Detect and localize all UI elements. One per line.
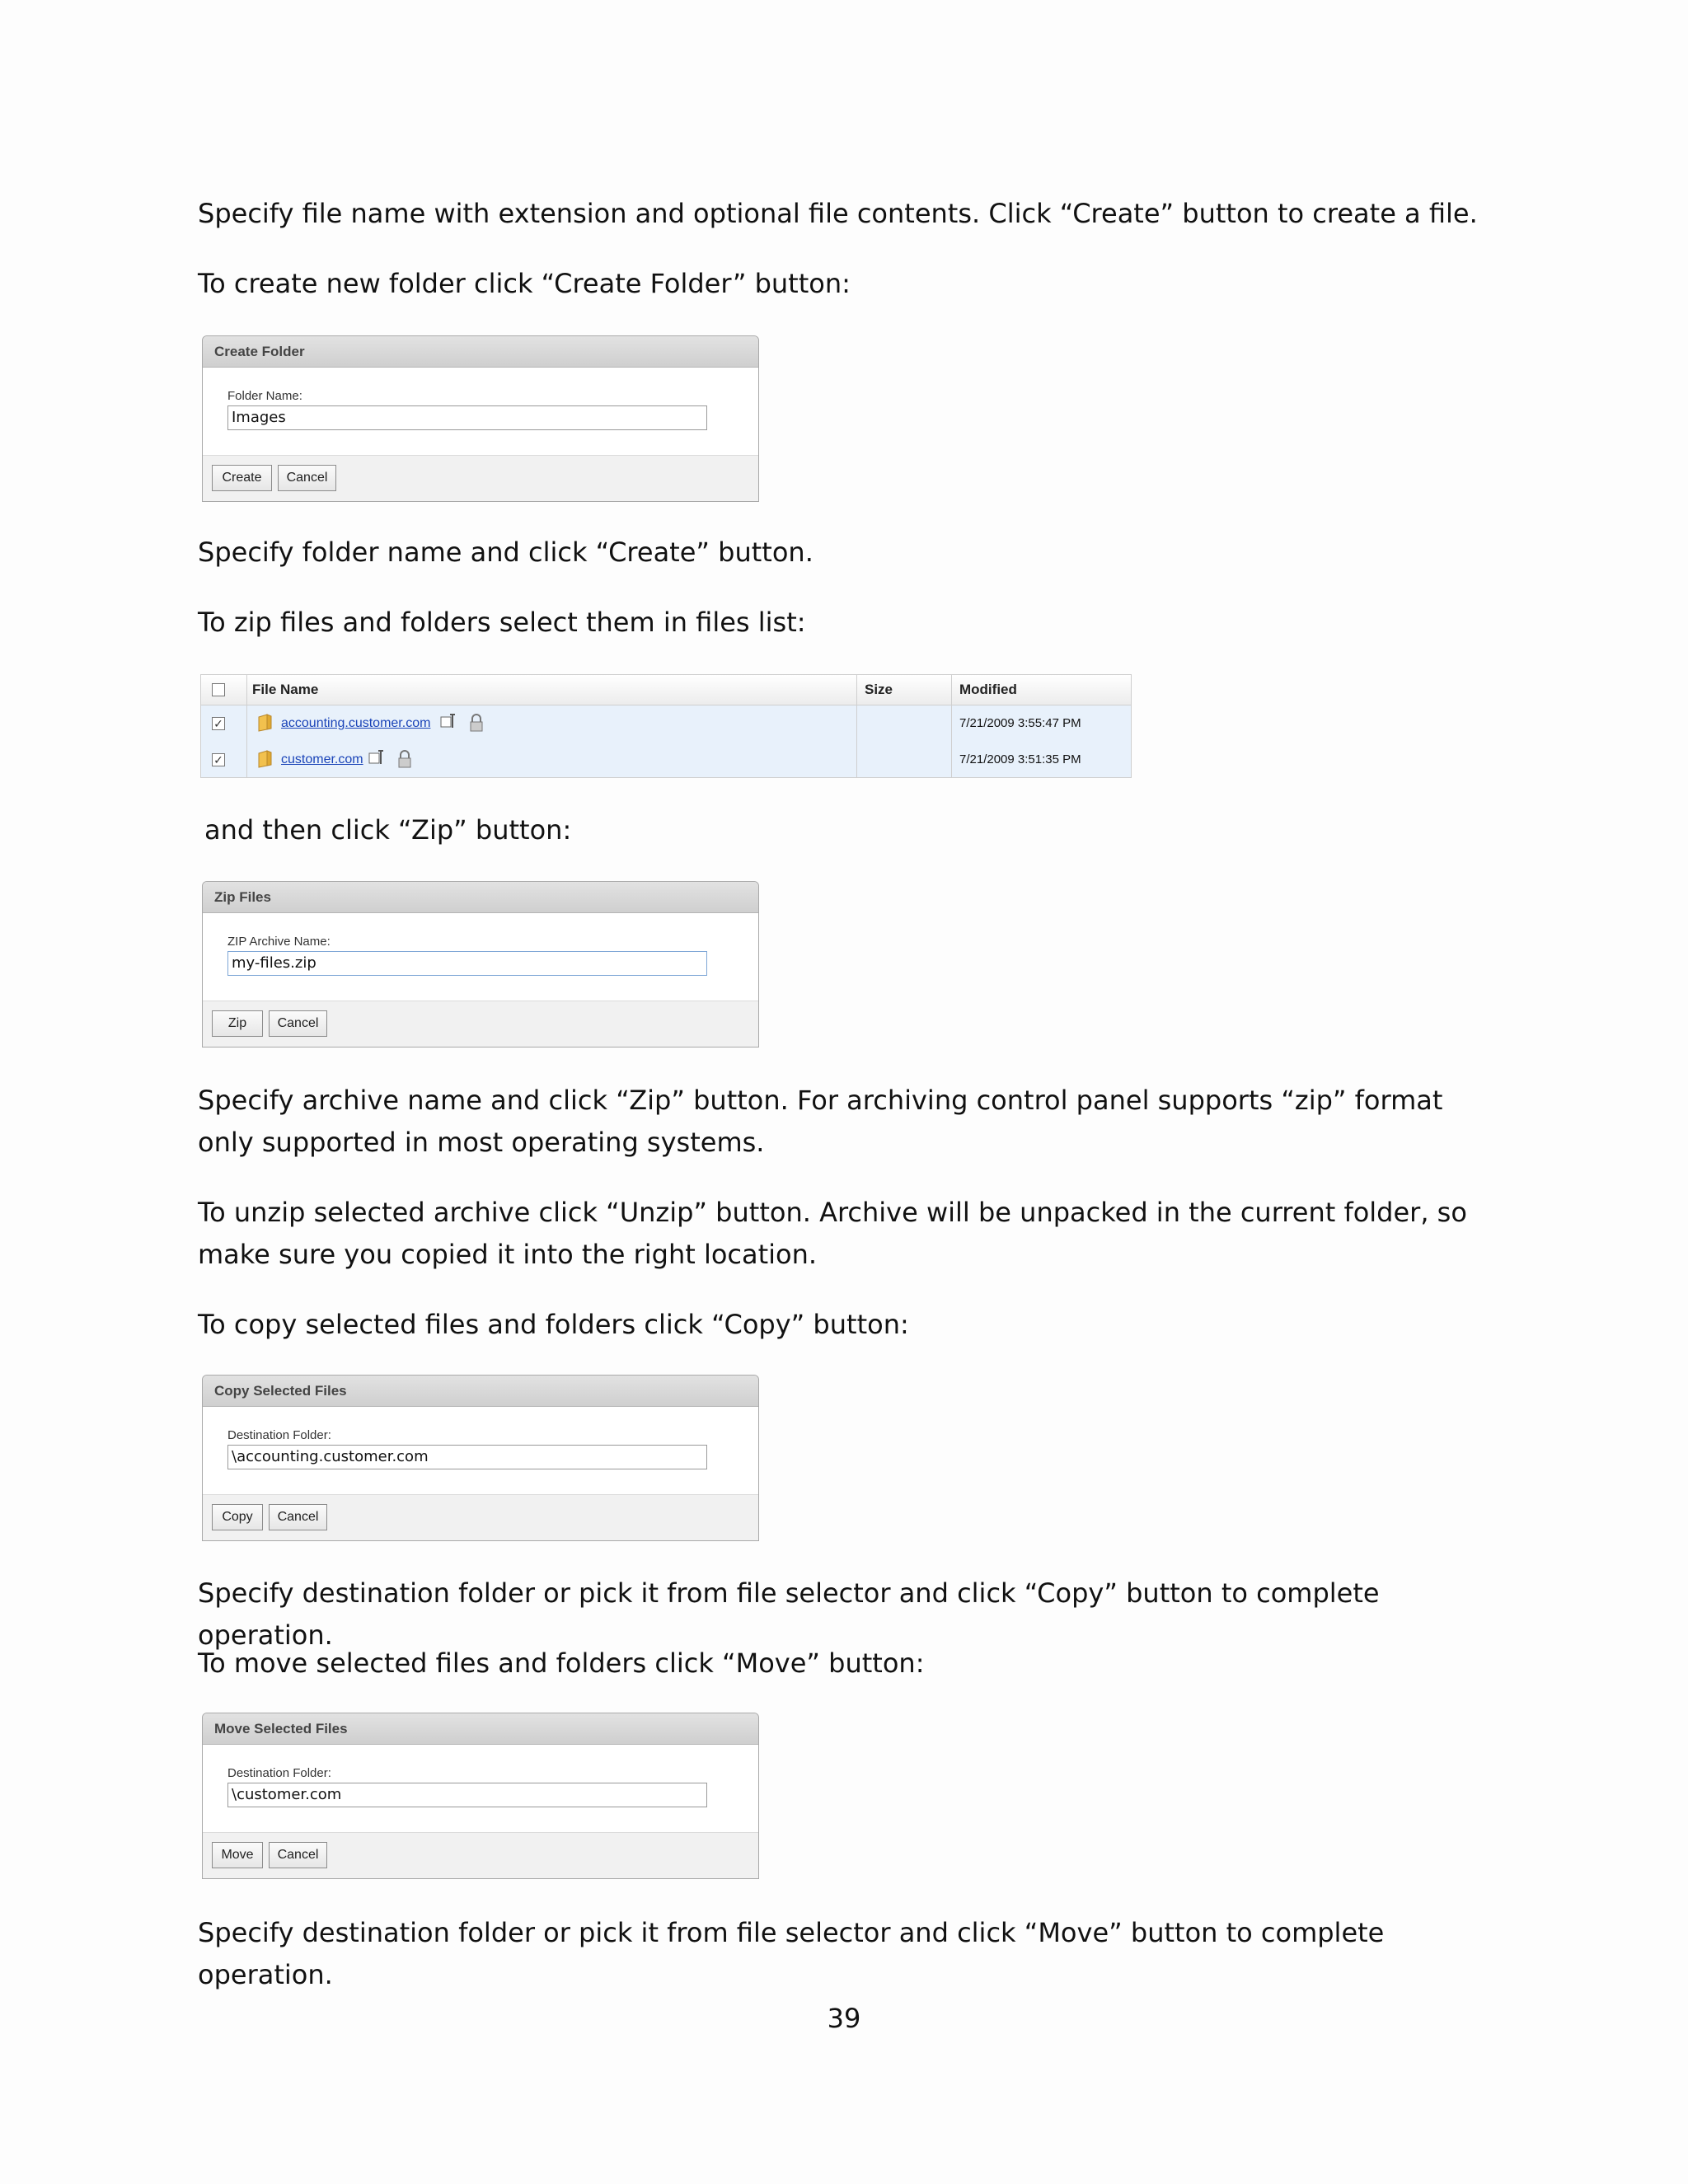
edit-icon[interactable] — [368, 749, 387, 771]
page-number: 39 — [827, 2003, 861, 2034]
create-button[interactable]: Create — [212, 465, 272, 491]
zip-files-dialog — [202, 881, 759, 1047]
paragraph-create-folder-intro: To create new folder click “Create Folder” button: — [198, 268, 851, 299]
folder-icon — [257, 714, 274, 735]
column-divider — [951, 675, 952, 777]
column-divider — [856, 675, 857, 777]
files-list-header — [201, 675, 1131, 705]
dialog-body — [203, 1745, 758, 1833]
paragraph-create-file: Specify file name with extension and optional file contents. Click “Create” button to create a file. — [198, 198, 1478, 229]
lock-icon[interactable] — [397, 749, 412, 772]
dialog-footer — [203, 1832, 758, 1878]
paragraph-specify-folder: Specify folder name and click “Create” button. — [198, 537, 814, 568]
move-files-dialog — [202, 1713, 759, 1879]
cancel-button[interactable]: Cancel — [269, 1504, 327, 1530]
copy-button[interactable]: Copy — [212, 1504, 263, 1530]
cancel-button[interactable]: Cancel — [269, 1842, 327, 1868]
folder-name-input[interactable]: Images — [227, 405, 707, 430]
table-row[interactable] — [201, 705, 1131, 742]
row-checkbox[interactable]: ✓ — [212, 717, 225, 730]
dialog-title: Move Selected Files — [203, 1713, 758, 1745]
select-all-checkbox[interactable] — [212, 683, 225, 696]
edit-icon[interactable] — [440, 713, 458, 734]
zip-archive-name-input[interactable]: my-files.zip — [227, 951, 707, 976]
destination-folder-input[interactable]: \customer.com — [227, 1783, 707, 1807]
dialog-footer — [203, 1001, 758, 1047]
destination-folder-label: Destination Folder: — [227, 1428, 331, 1442]
folder-icon — [257, 750, 274, 771]
dialog-body — [203, 368, 758, 456]
cancel-button[interactable]: Cancel — [278, 465, 336, 491]
file-name-link[interactable]: customer.com — [281, 752, 363, 766]
paragraph-zip-then: and then click “Zip” button: — [204, 814, 572, 846]
folder-name-label: Folder Name: — [227, 389, 302, 403]
paragraph-specify-archive: Specify archive name and click “Zip” button. For archiving control panel supports “zip” format only supported in most operating systems. — [198, 1085, 1443, 1158]
paragraph-unzip: To unzip selected archive click “Unzip” button. Archive will be unpacked in the current folder, so make sure you copied it into the right location. — [198, 1197, 1467, 1270]
files-list — [200, 674, 1132, 778]
zip-archive-name-label: ZIP Archive Name: — [227, 935, 331, 949]
copy-files-dialog — [202, 1375, 759, 1541]
table-row[interactable] — [201, 742, 1131, 778]
dialog-footer — [203, 455, 758, 501]
destination-folder-label: Destination Folder: — [227, 1766, 331, 1780]
dialog-title: Copy Selected Files — [203, 1376, 758, 1407]
paragraph-zip-intro: To zip files and folders select them in files list: — [198, 607, 806, 638]
dialog-body — [203, 1407, 758, 1495]
destination-folder-input[interactable]: \accounting.customer.com — [227, 1445, 707, 1469]
row-checkbox[interactable]: ✓ — [212, 753, 225, 766]
cancel-button[interactable]: Cancel — [269, 1010, 327, 1037]
lock-icon[interactable] — [469, 713, 484, 736]
column-file-name[interactable]: File Name — [252, 682, 319, 697]
paragraph-copy-intro: To copy selected files and folders click “Copy” button: — [198, 1309, 909, 1340]
dialog-title: Create Folder — [203, 336, 758, 368]
zip-button[interactable]: Zip — [212, 1010, 263, 1037]
create-folder-dialog — [202, 335, 759, 502]
column-divider — [246, 675, 247, 777]
paragraph-specify-copy: Specify destination folder or pick it from file selector and click “Copy” button to complete operation. — [198, 1577, 1380, 1651]
file-modified: 7/21/2009 3:51:35 PM — [959, 752, 1081, 766]
paragraph-move-intro: To move selected files and folders click “Move” button: — [198, 1647, 925, 1679]
dialog-title: Zip Files — [203, 882, 758, 913]
dialog-footer — [203, 1494, 758, 1540]
move-button[interactable]: Move — [212, 1842, 263, 1868]
dialog-body — [203, 913, 758, 1001]
column-size[interactable]: Size — [865, 682, 893, 697]
file-name-link[interactable]: accounting.customer.com — [281, 716, 431, 730]
column-modified[interactable]: Modified — [959, 682, 1017, 697]
file-modified: 7/21/2009 3:55:47 PM — [959, 716, 1081, 730]
paragraph-specify-move: Specify destination folder or pick it from file selector and click “Move” button to complete operation. — [198, 1917, 1385, 1990]
